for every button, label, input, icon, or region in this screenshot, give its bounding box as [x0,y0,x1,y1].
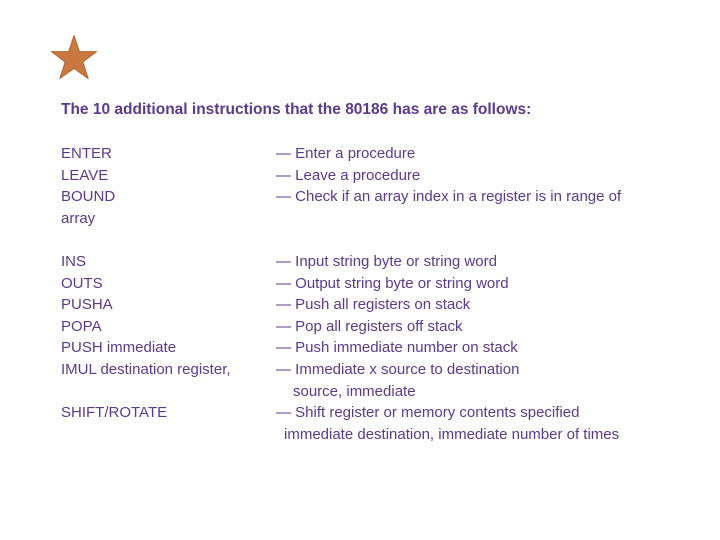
instruction-popa: POPA [61,317,102,335]
description-shift-rotate-continued: immediate destination, immediate number of times [284,425,620,443]
description-leave: — Leave a procedure [276,166,421,184]
instruction-push-immediate: PUSH immediate [61,339,177,357]
description-imul: — Immediate x source to destination [276,360,520,378]
instruction-outs: OUTS [61,274,103,292]
description-pusha: — Push all registers on stack [276,296,471,314]
slide-heading: The 10 additional instructions that the 80186 has are as follows: [61,101,532,118]
instruction-shift-rotate: SHIFT/ROTATE [61,404,168,422]
instruction-ins: INS [61,252,87,270]
star-icon [50,34,98,80]
instruction-leave: LEAVE [61,166,109,184]
instruction-pusha: PUSHA [61,296,113,314]
description-push-immediate: — Push immediate number on stack [276,339,518,357]
description-outs: — Output string byte or string word [276,274,509,292]
description-popa: — Pop all registers off stack [276,317,463,335]
description-ins: — Input string byte or string word [276,252,497,270]
instruction-bound-continued: array [61,209,96,227]
description-shift-rotate: — Shift register or memory contents specified [276,404,580,422]
instruction-imul: IMUL destination register, [61,360,231,378]
description-bound: — Check if an array index in a register is in range of [276,188,622,206]
description-imul-continued: source, immediate [293,382,416,400]
description-enter: — Enter a procedure [276,145,416,162]
instruction-bound: BOUND [61,188,116,206]
instruction-descriptions [276,143,621,445]
instruction-enter: ENTER [61,145,112,162]
instruction-names [61,143,231,424]
